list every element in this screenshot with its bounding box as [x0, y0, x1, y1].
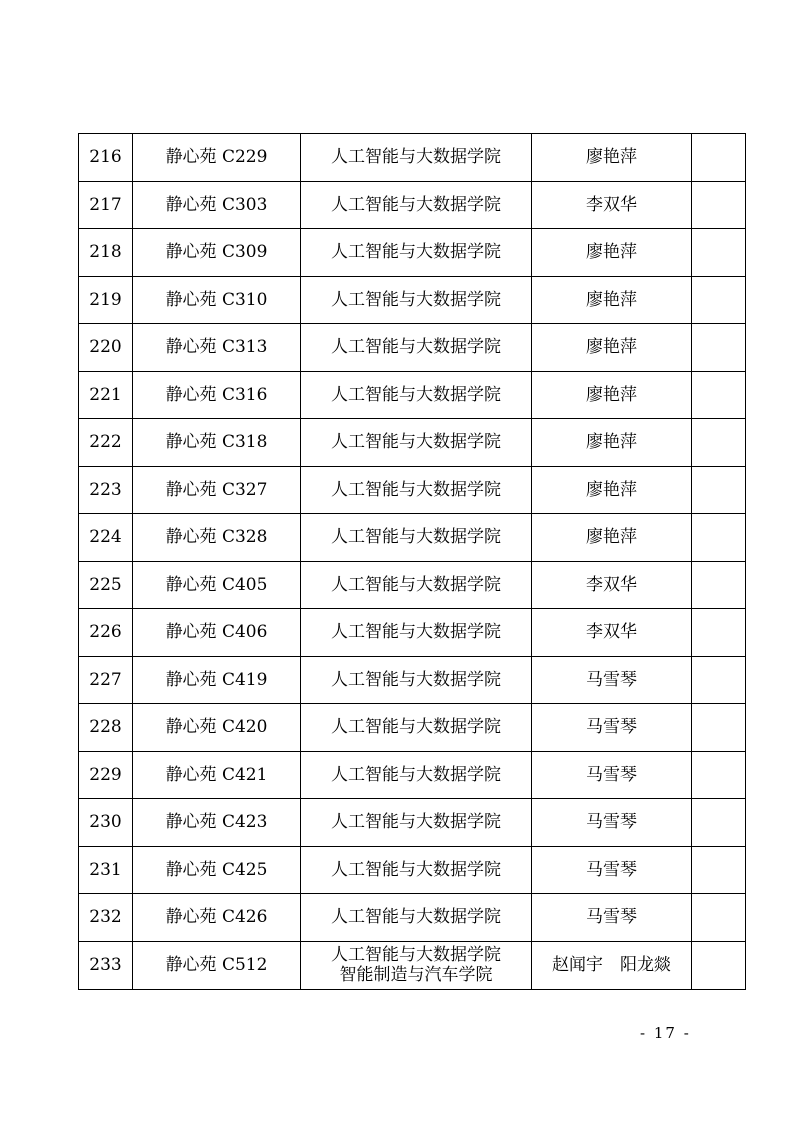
room-cell: 静心苑 C229	[133, 134, 301, 182]
row-number-cell: 221	[79, 371, 133, 419]
row-number-cell: 219	[79, 276, 133, 324]
college-name: 人工智能与大数据学院	[331, 337, 501, 358]
person-in-charge-cell: 李双华	[532, 609, 692, 657]
table-row	[79, 276, 746, 324]
college-name: 人工智能与大数据学院	[331, 622, 501, 643]
note-cell	[692, 609, 746, 657]
table-row	[79, 609, 746, 657]
note-cell	[692, 134, 746, 182]
college-name: 人工智能与大数据学院	[331, 717, 501, 738]
room-cell: 静心苑 C316	[133, 371, 301, 419]
person-in-charge-cell: 廖艳萍	[532, 466, 692, 514]
row-number-cell: 220	[79, 324, 133, 372]
room-cell: 静心苑 C512	[133, 941, 301, 989]
college-cell	[301, 181, 532, 229]
college-name: 人工智能与大数据学院	[331, 527, 501, 548]
note-cell	[692, 846, 746, 894]
college-name: 智能制造与汽车学院	[339, 965, 493, 985]
row-number-cell: 229	[79, 751, 133, 799]
person-in-charge-cell: 廖艳萍	[532, 134, 692, 182]
person-in-charge-cell: 廖艳萍	[532, 371, 692, 419]
note-cell	[692, 941, 746, 989]
college-name: 人工智能与大数据学院	[331, 945, 501, 965]
college-cell	[301, 846, 532, 894]
college-name: 人工智能与大数据学院	[331, 479, 501, 500]
college-cell	[301, 324, 532, 372]
table-row	[79, 324, 746, 372]
college-cell	[301, 371, 532, 419]
page-number: - 17 -	[640, 1024, 691, 1042]
table-row	[79, 371, 746, 419]
person-in-charge-cell: 马雪琴	[532, 846, 692, 894]
person-in-charge-cell: 廖艳萍	[532, 229, 692, 277]
note-cell	[692, 704, 746, 752]
table-row	[79, 799, 746, 847]
college-name: 人工智能与大数据学院	[331, 242, 501, 263]
row-number-cell: 224	[79, 514, 133, 562]
room-cell: 静心苑 C405	[133, 561, 301, 609]
room-cell: 静心苑 C318	[133, 419, 301, 467]
note-cell	[692, 229, 746, 277]
row-number-cell: 227	[79, 656, 133, 704]
row-number-cell: 217	[79, 181, 133, 229]
college-name: 人工智能与大数据学院	[331, 812, 501, 833]
person-in-charge-cell: 马雪琴	[532, 656, 692, 704]
college-name: 人工智能与大数据学院	[331, 669, 501, 690]
person-in-charge-cell: 马雪琴	[532, 751, 692, 799]
row-number-cell: 223	[79, 466, 133, 514]
row-number-cell: 226	[79, 609, 133, 657]
table-row	[79, 656, 746, 704]
college-name: 人工智能与大数据学院	[331, 432, 501, 453]
row-number-cell: 216	[79, 134, 133, 182]
room-cell: 静心苑 C423	[133, 799, 301, 847]
college-name: 人工智能与大数据学院	[331, 289, 501, 310]
college-cell	[301, 704, 532, 752]
table-row	[79, 561, 746, 609]
room-cell: 静心苑 C327	[133, 466, 301, 514]
college-cell	[301, 894, 532, 942]
room-cell: 静心苑 C421	[133, 751, 301, 799]
note-cell	[692, 751, 746, 799]
table-row	[79, 229, 746, 277]
row-number-cell: 231	[79, 846, 133, 894]
room-cell: 静心苑 C419	[133, 656, 301, 704]
note-cell	[692, 656, 746, 704]
row-number-cell: 232	[79, 894, 133, 942]
person-in-charge-cell: 廖艳萍	[532, 276, 692, 324]
table-row	[79, 419, 746, 467]
person-in-charge-cell: 廖艳萍	[532, 514, 692, 562]
college-name: 人工智能与大数据学院	[331, 384, 501, 405]
college-cell	[301, 561, 532, 609]
table-row	[79, 704, 746, 752]
college-cell	[301, 656, 532, 704]
college-cell	[301, 134, 532, 182]
room-cell: 静心苑 C425	[133, 846, 301, 894]
room-cell: 静心苑 C420	[133, 704, 301, 752]
row-number-cell: 218	[79, 229, 133, 277]
person-in-charge-cell: 马雪琴	[532, 704, 692, 752]
college-name: 人工智能与大数据学院	[331, 859, 501, 880]
note-cell	[692, 466, 746, 514]
table-row	[79, 846, 746, 894]
row-number-cell: 228	[79, 704, 133, 752]
row-number-cell: 230	[79, 799, 133, 847]
college-cell	[301, 609, 532, 657]
note-cell	[692, 371, 746, 419]
room-cell: 静心苑 C310	[133, 276, 301, 324]
college-name: 人工智能与大数据学院	[331, 194, 501, 215]
table-row	[79, 941, 746, 989]
note-cell	[692, 514, 746, 562]
dormitory-assignment-table	[78, 133, 746, 990]
person-in-charge-cell: 赵闻宇 阳龙燚	[532, 941, 692, 989]
college-cell	[301, 941, 532, 989]
room-cell: 静心苑 C328	[133, 514, 301, 562]
note-cell	[692, 181, 746, 229]
person-in-charge-cell: 廖艳萍	[532, 419, 692, 467]
note-cell	[692, 799, 746, 847]
college-cell	[301, 799, 532, 847]
college-cell	[301, 514, 532, 562]
person-in-charge-cell: 马雪琴	[532, 894, 692, 942]
note-cell	[692, 324, 746, 372]
note-cell	[692, 561, 746, 609]
note-cell	[692, 419, 746, 467]
person-in-charge-cell: 李双华	[532, 561, 692, 609]
person-in-charge-cell: 李双华	[532, 181, 692, 229]
table-row	[79, 894, 746, 942]
table-row	[79, 134, 746, 182]
table-body	[79, 134, 746, 990]
table-row	[79, 751, 746, 799]
room-cell: 静心苑 C426	[133, 894, 301, 942]
college-name: 人工智能与大数据学院	[331, 907, 501, 928]
row-number-cell: 233	[79, 941, 133, 989]
note-cell	[692, 276, 746, 324]
note-cell	[692, 894, 746, 942]
college-cell	[301, 229, 532, 277]
table-row	[79, 514, 746, 562]
college-cell	[301, 419, 532, 467]
room-cell: 静心苑 C406	[133, 609, 301, 657]
college-cell	[301, 276, 532, 324]
room-cell: 静心苑 C309	[133, 229, 301, 277]
room-cell: 静心苑 C313	[133, 324, 301, 372]
room-cell: 静心苑 C303	[133, 181, 301, 229]
table-row	[79, 466, 746, 514]
college-cell	[301, 751, 532, 799]
college-name: 人工智能与大数据学院	[331, 574, 501, 595]
row-number-cell: 225	[79, 561, 133, 609]
person-in-charge-cell: 马雪琴	[532, 799, 692, 847]
person-in-charge-cell: 廖艳萍	[532, 324, 692, 372]
college-cell	[301, 466, 532, 514]
table-row	[79, 181, 746, 229]
college-name: 人工智能与大数据学院	[331, 147, 501, 168]
college-name: 人工智能与大数据学院	[331, 764, 501, 785]
row-number-cell: 222	[79, 419, 133, 467]
